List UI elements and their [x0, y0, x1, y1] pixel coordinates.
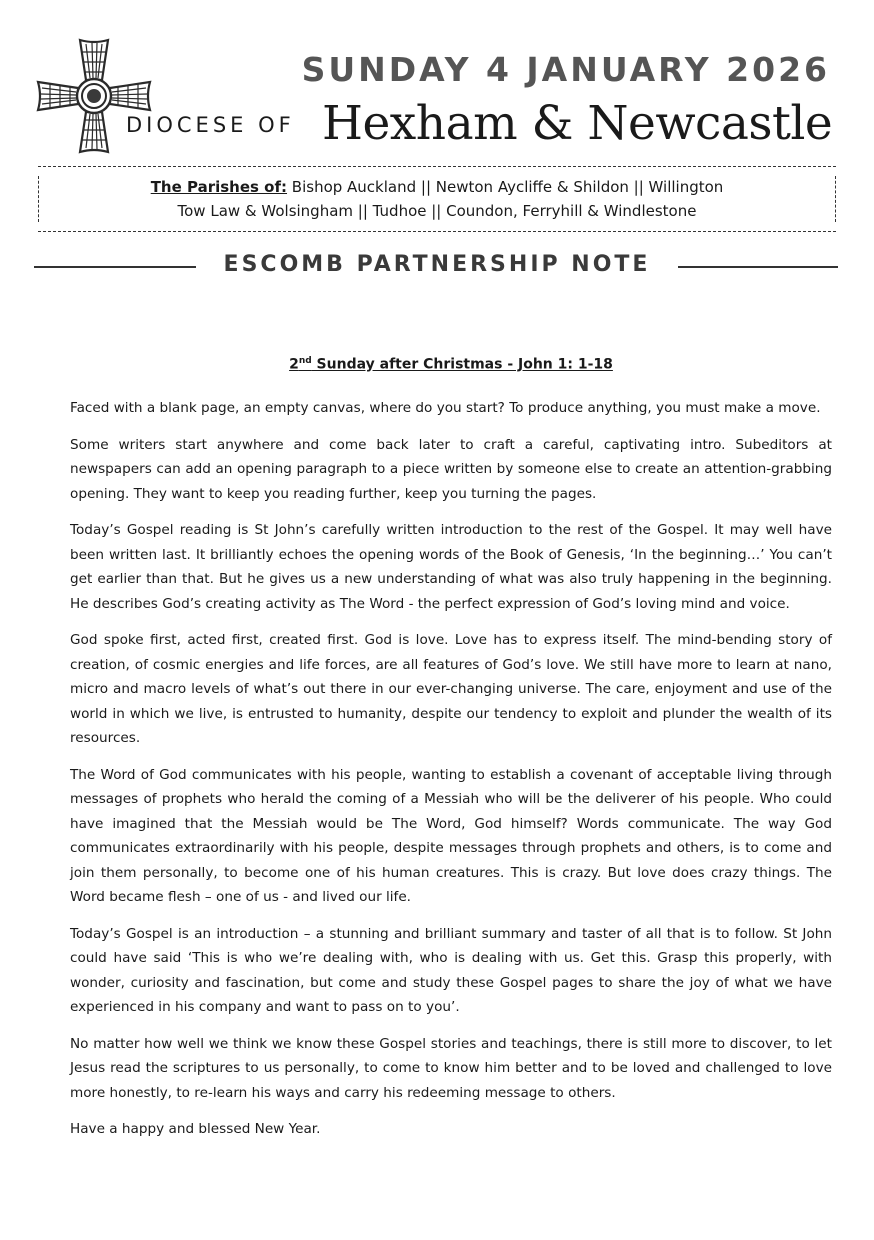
title-rule-left: [34, 266, 196, 268]
paragraph: Faced with a blank page, an empty canvas, where do you start? To produce anything, you must make a move.: [70, 400, 821, 416]
parishes-line-2: Tow Law & Wolsingham || Tudhoe || Coundon, Ferryhill & Windlestone: [177, 202, 697, 220]
paragraph: No matter how well we think we know these Gospel stories and teachings, there is still more to discover, to let Jesus read the scriptures to us personally, to come to know him better and to be loved and challenged to love more honestly, to re-learn his ways and carry his redeeming message to others.: [70, 1035, 832, 1101]
paragraph: Some writers start anywhere and come back later to craft a careful, captivating intro. Subeditors at newspapers can add an opening paragraph to a piece written by someone else to create an attention-grabbing opening. They want to keep you reading further, keep you turning the pages.: [70, 436, 832, 502]
parishes-label: The Parishes of:: [150, 178, 288, 196]
reflection-title-suffix: nd: [298, 356, 312, 366]
note-title: ESCOMB PARTNERSHIP NOTE: [223, 252, 651, 277]
diocese-name: Hexham & Newcastle: [322, 96, 833, 151]
reflection-body: [70, 396, 832, 1154]
parishes-box-top-border: [38, 166, 836, 167]
reflection-title-text: Sunday after Christmas - John 1: 1-18: [311, 356, 613, 373]
parishes-box-bottom-border: [38, 231, 836, 232]
parishes-list-1: Bishop Auckland || Newton Aycliffe & Shildon || Willington: [291, 178, 724, 196]
parishes-box: [38, 166, 836, 232]
paragraph: The Word of God communicates with his people, wanting to establish a covenant of acceptable living through messages of prophets who herald the coming of a Messiah who will be the deliverer of his people. Who could have imagined that the Messiah would be The Word, God himself? Words communicate. The way God communicates extraordinarily with his people, despite messages through prophets and others, is to come and join them personally, to become one of his human creatures. This is crazy. But love does crazy things. The Word became flesh – one of us - and lived our life.: [70, 766, 832, 905]
parishes-line-1: [38, 178, 836, 196]
reflection-title-number: 2: [289, 356, 299, 373]
paragraph: Have a happy and blessed New Year.: [70, 1121, 321, 1137]
service-date: SUNDAY 4 JANUARY 2026: [301, 50, 830, 89]
reflection-title: [70, 356, 832, 373]
paragraph: Today’s Gospel reading is St John’s carefully written introduction to the rest of the Gospel. It may well have been written last. It brilliantly echoes the opening words of the Book of Genesis, ‘In the beginning…’ You can’t get earlier than that. But he gives us a new understanding of what was also truly happening in the beginning. He describes God’s creating activity as The Word - the perfect expression of God’s loving mind and voice.: [70, 522, 832, 612]
paragraph: God spoke first, acted first, created first. God is love. Love has to express itself. The mind-bending story of creation, of cosmic energies and life forces, are all features of God’s love. We still have more to learn at nano, micro and macro levels of what’s out there in our ever-changing universe. The care, enjoyment and use of the world in which we live, is entrusted to humanity, despite our tendency to exploit and plunder the wealth of its resources.: [70, 632, 832, 746]
diocese-prefix: DIOCESE OF: [126, 113, 295, 137]
paragraph: Today’s Gospel is an introduction – a stunning and brilliant summary and taster of all that is to follow. St John could have said ‘This is who we’re dealing with, who is dealing with us. Get this. Grasp this properly, with wonder, curiosity and fascination, but come and study these Gospel pages to share the joy of what we have experienced in his company and want to pass on to you’.: [70, 925, 832, 1015]
title-rule-right: [678, 266, 838, 268]
